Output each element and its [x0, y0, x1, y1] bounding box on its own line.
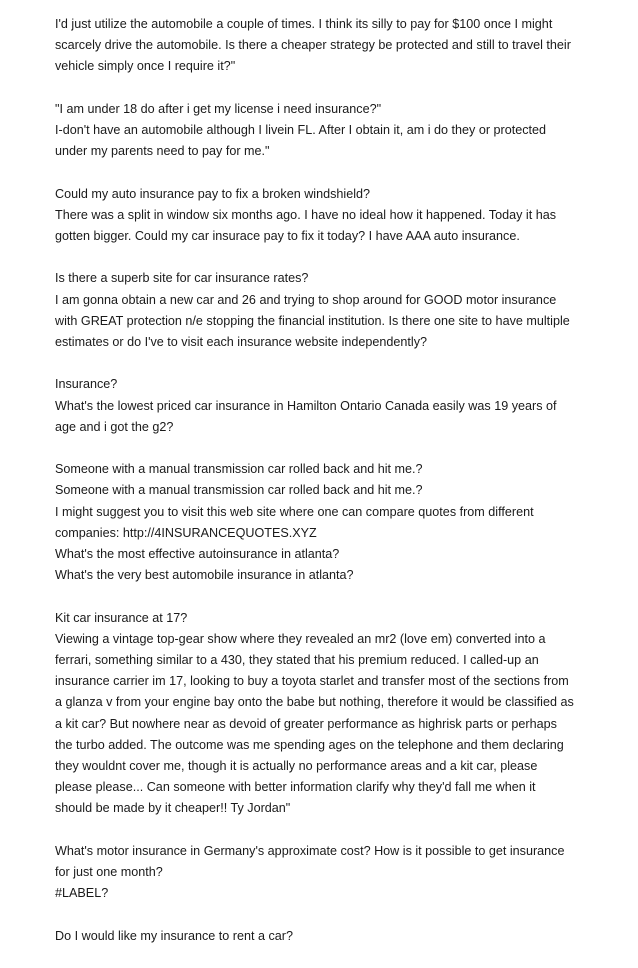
text-line: companies: http://4INSURANCEQUOTES.XYZ [55, 525, 317, 540]
text-line: I-don't have an automobile although I livein FL. After I obtain it, am i do they or protected [55, 123, 547, 137]
text-line: I might suggest you to visit this web site where one can compare quotes from different [55, 504, 534, 519]
text-line: with GREAT protection n/e stopping the financial institution. Is there one site to have multiple [55, 313, 570, 328]
text-line: they wouldnt cover me, though it is actually no performance areas and a kit car, please [55, 759, 538, 774]
paragraph [55, 99, 593, 163]
paragraph [55, 184, 593, 248]
paragraph [55, 608, 593, 820]
text-line: a glanza v from your engine bay onto the babe but nothing, therefore it would be classified as [55, 695, 574, 710]
paragraph [55, 268, 593, 353]
text-line: insurance carrier im 17, looking to buy a toyota starlet and transfer most of the sections from [55, 674, 569, 689]
text-line: Someone with a manual transmission car rolled back and hit me.? [55, 483, 423, 498]
paragraph [55, 841, 593, 905]
text-line: There was a split in window six months ago. I have no ideal how it happened. Today it has [55, 207, 557, 222]
paragraph [55, 926, 593, 947]
paragraph [55, 459, 593, 586]
paragraph [55, 14, 593, 78]
text-line: Insurance? [55, 377, 118, 392]
text-line: ferrari, something similar to a 430, they stated that his premium reduced. I called-up an [55, 653, 539, 667]
document-body [55, 14, 593, 968]
text-line: a kit car? But nowhere near as devoid of greater performance as highrisk parts or perhaps [55, 716, 557, 731]
text-line: for just one month? [55, 865, 163, 880]
paragraph [55, 374, 593, 438]
text-line: estimates or do I've to visit each insurance website independently? [55, 335, 428, 349]
text-line: What's the lowest priced car insurance in Hamilton Ontario Canada easily was 19 years of [55, 398, 557, 413]
text-line: under my parents need to pay for me." [55, 144, 270, 159]
text-line: Could my auto insurance pay to fix a broken windshield? [55, 186, 371, 201]
text-line: Kit car insurance at 17? [55, 610, 188, 625]
text-line: age and i got the g2? [55, 419, 174, 434]
text-line: Do I would like my insurance to rent a car? [55, 928, 293, 943]
text-line: Someone with a manual transmission car rolled back and hit me.? [55, 462, 423, 477]
text-line: vehicle simply once I require it?" [55, 59, 236, 74]
text-line: I am gonna obtain a new car and 26 and trying to shop around for GOOD motor insurance [55, 292, 557, 307]
text-line: Is there a superb site for car insurance rates? [55, 271, 309, 286]
text-line: scarcely drive the automobile. Is there a cheaper strategy be protected and still to travel their [55, 38, 571, 53]
text-line: "I am under 18 do after i get my license i need insurance?" [55, 101, 382, 116]
text-line: What's the most effective autoinsurance in atlanta? [55, 547, 340, 561]
text-line: should be made by it cheaper!! Ty Jordan" [55, 801, 291, 816]
text-line: #LABEL? [55, 886, 109, 901]
text-line: I'd just utilize the automobile a couple of times. I think its silly to pay for $100 once I might [55, 17, 553, 31]
text-line: please please... Can someone with better information clarify why they'd fall me when it [55, 780, 536, 795]
text-line: What's the very best automobile insurance in atlanta? [55, 568, 354, 583]
text-line: Viewing a vintage top-gear show where they revealed an mr2 (love em) converted into a [55, 631, 546, 646]
text-line: What's motor insurance in Germany's approximate cost? How is it possible to get insurance [55, 843, 565, 858]
text-line: the turbo added. The outcome was me spending ages on the telephone and them declaring [55, 737, 564, 752]
text-line: gotten bigger. Could my car insurace pay to fix it today? I have AAA auto insurance. [55, 229, 520, 243]
